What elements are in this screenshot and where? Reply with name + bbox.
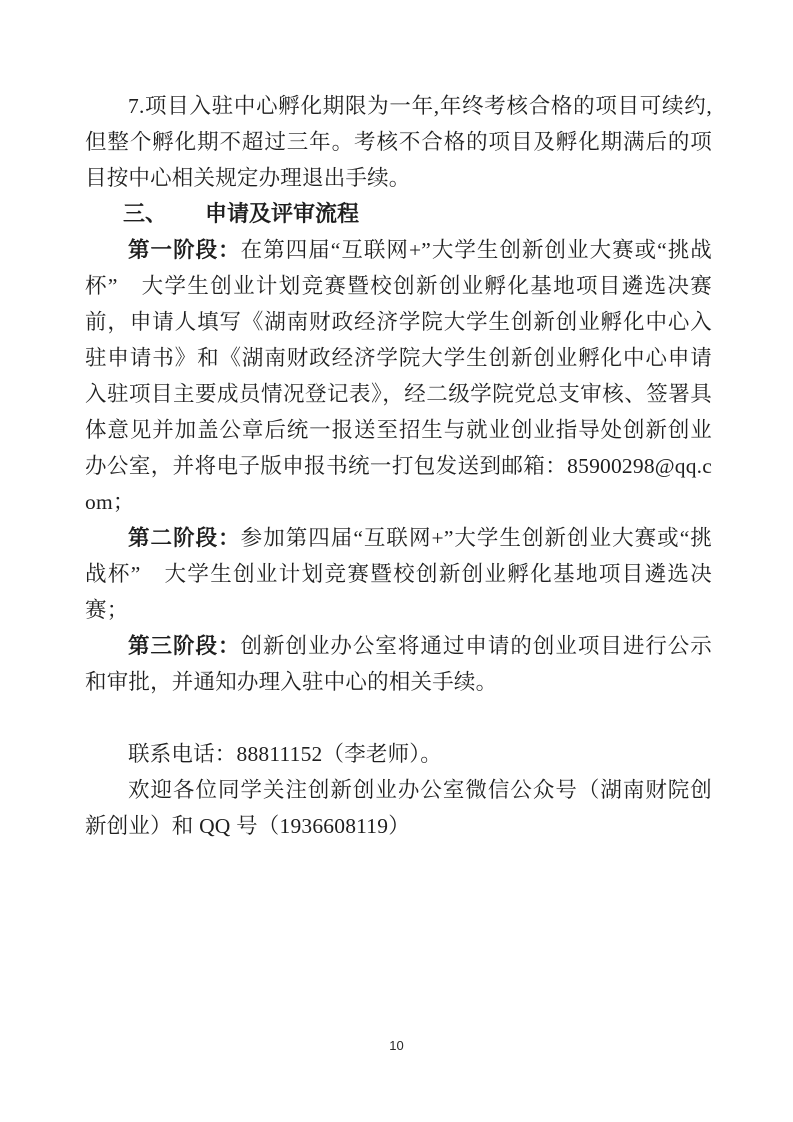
stage-2-label: 第二阶段： [128, 526, 241, 550]
paragraph-stage-1 [85, 232, 712, 520]
section-heading [85, 196, 712, 232]
paragraph-stage-2 [85, 520, 712, 628]
paragraph-clause-7 [85, 88, 712, 196]
stage-1-label: 第一阶段： [128, 238, 241, 262]
paragraph-welcome [85, 772, 712, 844]
section-heading-number: 三、 [123, 201, 168, 226]
section-heading-title: 申请及评审流程 [205, 201, 360, 226]
document-content [85, 88, 712, 844]
stage-3-label: 第三阶段： [128, 634, 241, 658]
contact-phone-text: 联系电话：88811152（李老师）。 [128, 742, 442, 766]
stage-1-text: 在第四届“互联网+”大学生创新创业大赛或“挑战杯” 大学生创业计划竞赛暨校创新创业孵化基地项目遴选决赛前，申请人填写《湖南财政经济学院大学生创新创业孵化中心入驻申请书》和《湖南财政经济学院大学生创新创业孵化中心申请入驻项目主要成员情况登记表》，经二级学院党总支审核、签署具体意见并加盖公章后统一报送至招生与就业创业指导处创新创业办公室，并将电子版申报书统一打包发送到邮箱：85900298@qq.com； [85, 238, 712, 514]
paragraph-contact [85, 736, 712, 772]
paragraph-stage-3 [85, 628, 712, 700]
clause-7-text: 7.项目入驻中心孵化期限为一年,年终考核合格的项目可续约,但整个孵化期不超过三年。考核不合格的项目及孵化期满后的项目按中心相关规定办理退出手续。 [85, 94, 712, 190]
page-number: 10 [389, 1038, 404, 1053]
stage-2-text: 参加第四届“互联网+”大学生创新创业大赛或“挑战杯” 大学生创业计划竞赛暨校创新创业孵化基地项目遴选决赛； [85, 526, 712, 622]
stage-3-text: 创新创业办公室将通过申请的创业项目进行公示和审批，并通知办理入驻中心的相关手续。 [85, 634, 712, 694]
welcome-text: 欢迎各位同学关注创新创业办公室微信公众号（湖南财院创新创业）和 QQ 号（1936608119） [85, 778, 712, 838]
